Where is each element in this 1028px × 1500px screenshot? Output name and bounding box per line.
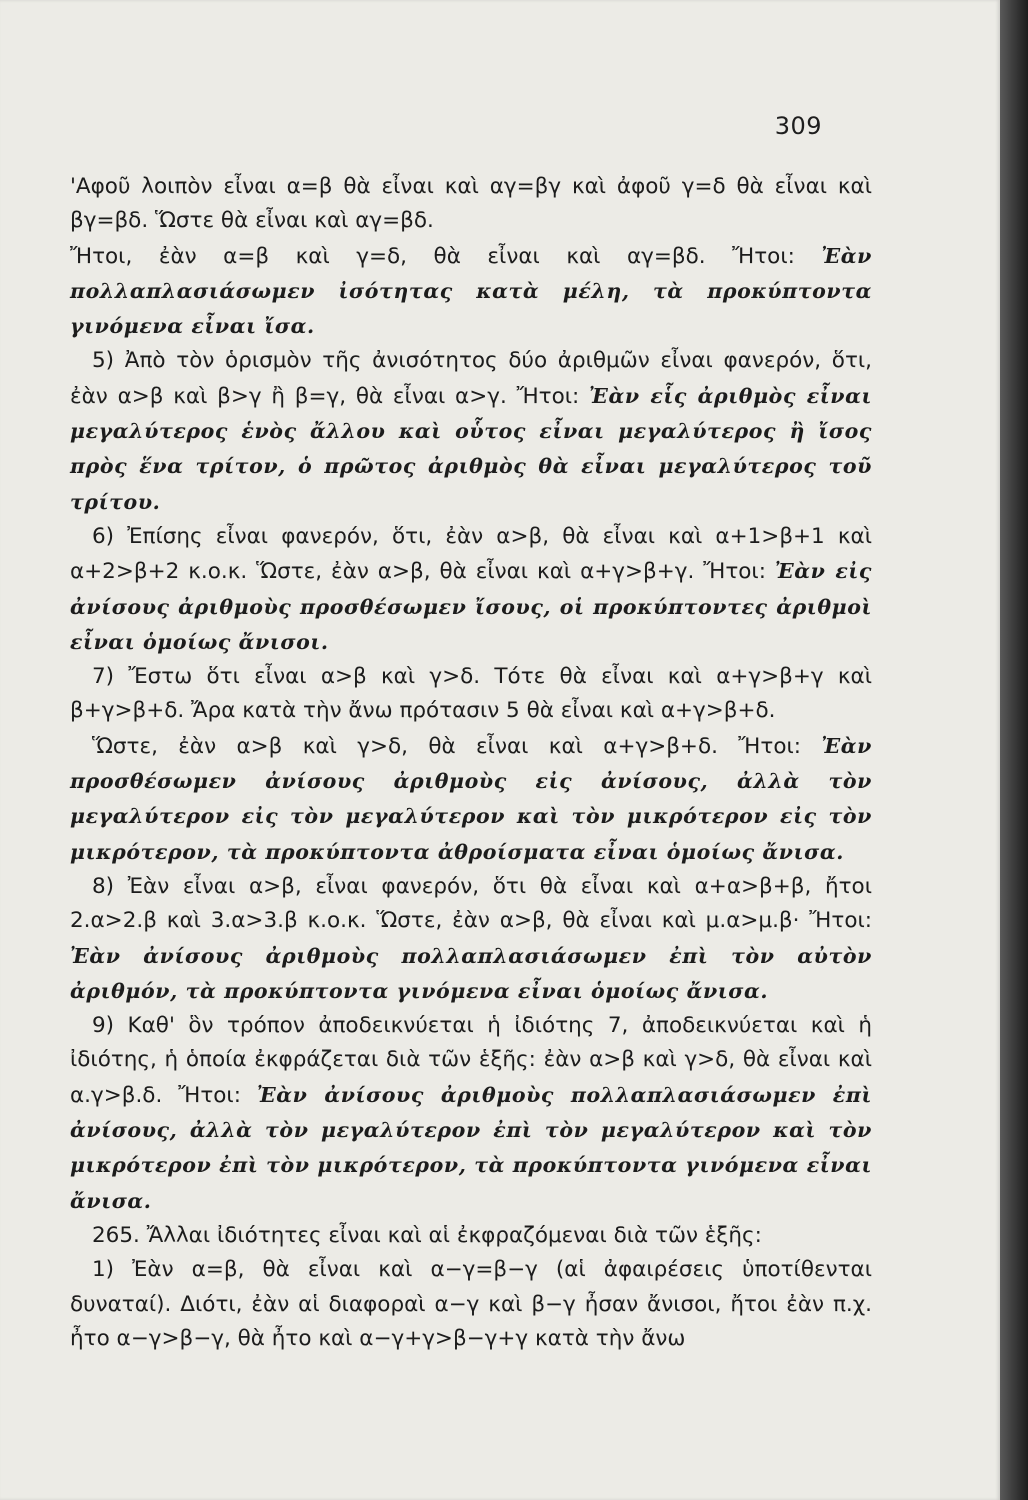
- theorem-statement: Ἐὰν προσθέσωμεν ἀνίσους ἀριθμοὺς εἰς ἀνίσους, ἀλλὰ τὸν μεγαλύτερον εἰς τὸν μεγαλύτερον καὶ τὸν μικρότερον εἰς τὸν μικρότερον, τὰ προκύπτοντα ἀθροίσματα εἶναι ὁμοίως ἄνισα.: [70, 733, 872, 864]
- text-segment: 7) Ἔστω ὅτι εἶναι α>β καὶ γ>δ. Τότε θὰ εἶναι καὶ α+γ>β+γ καὶ β+γ>β+δ. Ἄρα κατὰ τὴν ἄνω πρότασιν 5 θὰ εἶναι καὶ α+γ>β+δ.: [70, 664, 872, 724]
- theorem-statement: Ἐὰν ἀνίσους ἀριθμοὺς πολλαπλασιάσωμεν ἐπὶ ἀνίσους, ἀλλὰ τὸν μεγαλύτερον ἐπὶ τὸν μεγαλύτερον καὶ τὸν μικρότερον ἐπὶ τὸν μικρότερον, τὰ προκύπτοντα γινόμενα εἶναι ἄνισα.: [70, 1082, 872, 1213]
- paragraph-equalities-product: [70, 239, 872, 345]
- body-text: [70, 170, 872, 1356]
- paragraph-265-item-1: [70, 1253, 872, 1356]
- paragraph-property-7: [70, 660, 872, 729]
- text-segment: 5) Ἀπὸ τὸν ὁρισμὸν τῆς ἀνισότητος δύο ἀριθμῶν εἶναι φανερόν, ὅτι, ἐὰν α>β καὶ β>γ ἢ β=γ, θὰ εἶναι α>γ. Ἤτοι:: [70, 348, 872, 409]
- page-number: 309: [774, 112, 822, 140]
- paragraph-property-7-conclusion: [70, 729, 872, 870]
- paragraph-property-9: [70, 1009, 872, 1219]
- text-segment: Ἤτοι, ἐὰν α=β καὶ γ=δ, θὰ εἶναι καὶ αγ=βδ. Ἤτοι:: [70, 243, 822, 269]
- theorem-statement: Ἐὰν εἷς ἀριθμὸς εἶναι μεγαλύτερος ἑνὸς ἄλλου καὶ οὗτος εἶναι μεγαλύτερος ἢ ἴσος πρὸς ἕνα τρίτον, ὁ πρῶτος ἀριθμὸς θὰ εἶναι μεγαλύτερος τοῦ τρίτου.: [70, 383, 873, 514]
- text-segment: 1) Ἐὰν α=β, θὰ εἶναι καὶ α−γ=β−γ (αἱ ἀφαιρέσεις ὑποτίθενται δυναταί). Διότι, ἐὰν αἱ διαφοραὶ α−γ καὶ β−γ ἦσαν ἄνισοι, ἤτοι ἐὰν π.χ. ἦτο α−γ>β−γ, θὰ ἦτο καὶ α−γ+γ>β−γ+γ κατὰ τὴν ἄνω: [70, 1257, 872, 1351]
- text-segment: 6) Ἐπίσης εἶναι φανερόν, ὅτι, ἐὰν α>β, θὰ εἶναι καὶ α+1>β+1 καὶ α+2>β+2 κ.ο.κ. Ὥστε, ἐὰν α>β, θὰ εἶναι καὶ α+γ>β+γ. Ἤτοι:: [70, 523, 872, 585]
- text-segment: Ὥστε, ἐὰν α>β καὶ γ>δ, θὰ εἶναι καὶ α+γ>β+δ. Ἤτοι:: [92, 733, 822, 759]
- text-segment: 'Αφοῦ λοιπὸν εἶναι α=β θὰ εἶναι καὶ αγ=βγ καὶ ἀφοῦ γ=δ θὰ εἶναι καὶ βγ=βδ. Ὥστε θὰ εἶναι καὶ αγ=βδ.: [70, 174, 872, 234]
- paragraph-section-265: [70, 1219, 872, 1253]
- text-segment: 9) Καθ' ὃν τρόπον ἀποδεικνύεται ἡ ἰδιότης 7, ἀποδεικνύεται καὶ ἡ ἰδιότης, ἡ ὁποία ἐκφράζεται διὰ τῶν ἑξῆς: ἐὰν α>β καὶ γ>δ, θὰ εἶναι καὶ α.γ>β.δ. Ἤτοι:: [70, 1013, 872, 1108]
- theorem-statement: Ἐὰν πολλαπλασιάσωμεν ἰσότητας κατὰ μέλη, τὰ προκύπτοντα γινόμενα εἶναι ἴσα.: [70, 243, 872, 339]
- paragraph-property-6: [70, 520, 872, 660]
- paragraph-property-5: [70, 344, 872, 519]
- paragraph-continuation: [70, 170, 872, 239]
- theorem-statement: Ἐὰν ἀνίσους ἀριθμοὺς πολλαπλασιάσωμεν ἐπὶ τὸν αὐτὸν ἀριθμόν, τὰ προκύπτοντα γινόμενα εἶναι ὁμοίως ἄνισα.: [70, 943, 872, 1003]
- paragraph-property-8: [70, 870, 872, 1009]
- text-segment: 265. Ἄλλαι ἰδιότητες εἶναι καὶ αἱ ἐκφραζόμεναι διὰ τῶν ἑξῆς:: [92, 1222, 762, 1248]
- page-edge-shadow: [1000, 0, 1028, 1500]
- theorem-statement: Ἐὰν εἰς ἀνίσους ἀριθμοὺς προσθέσωμεν ἴσους, οἱ προκύπτοντες ἀριθμοὶ εἶναι ὁμοίως ἄνισοι.: [70, 559, 872, 654]
- text-segment: 8) Ἐὰν εἶναι α>β, εἶναι φανερόν, ὅτι θὰ εἶναι καὶ α+α>β+β, ἤτοι 2.α>2.β καὶ 3.α>3.β κ.ο.κ. Ὥστε, ἐὰν α>β, θὰ εἶναι καὶ μ.α>μ.β· Ἤτοι:: [70, 873, 872, 934]
